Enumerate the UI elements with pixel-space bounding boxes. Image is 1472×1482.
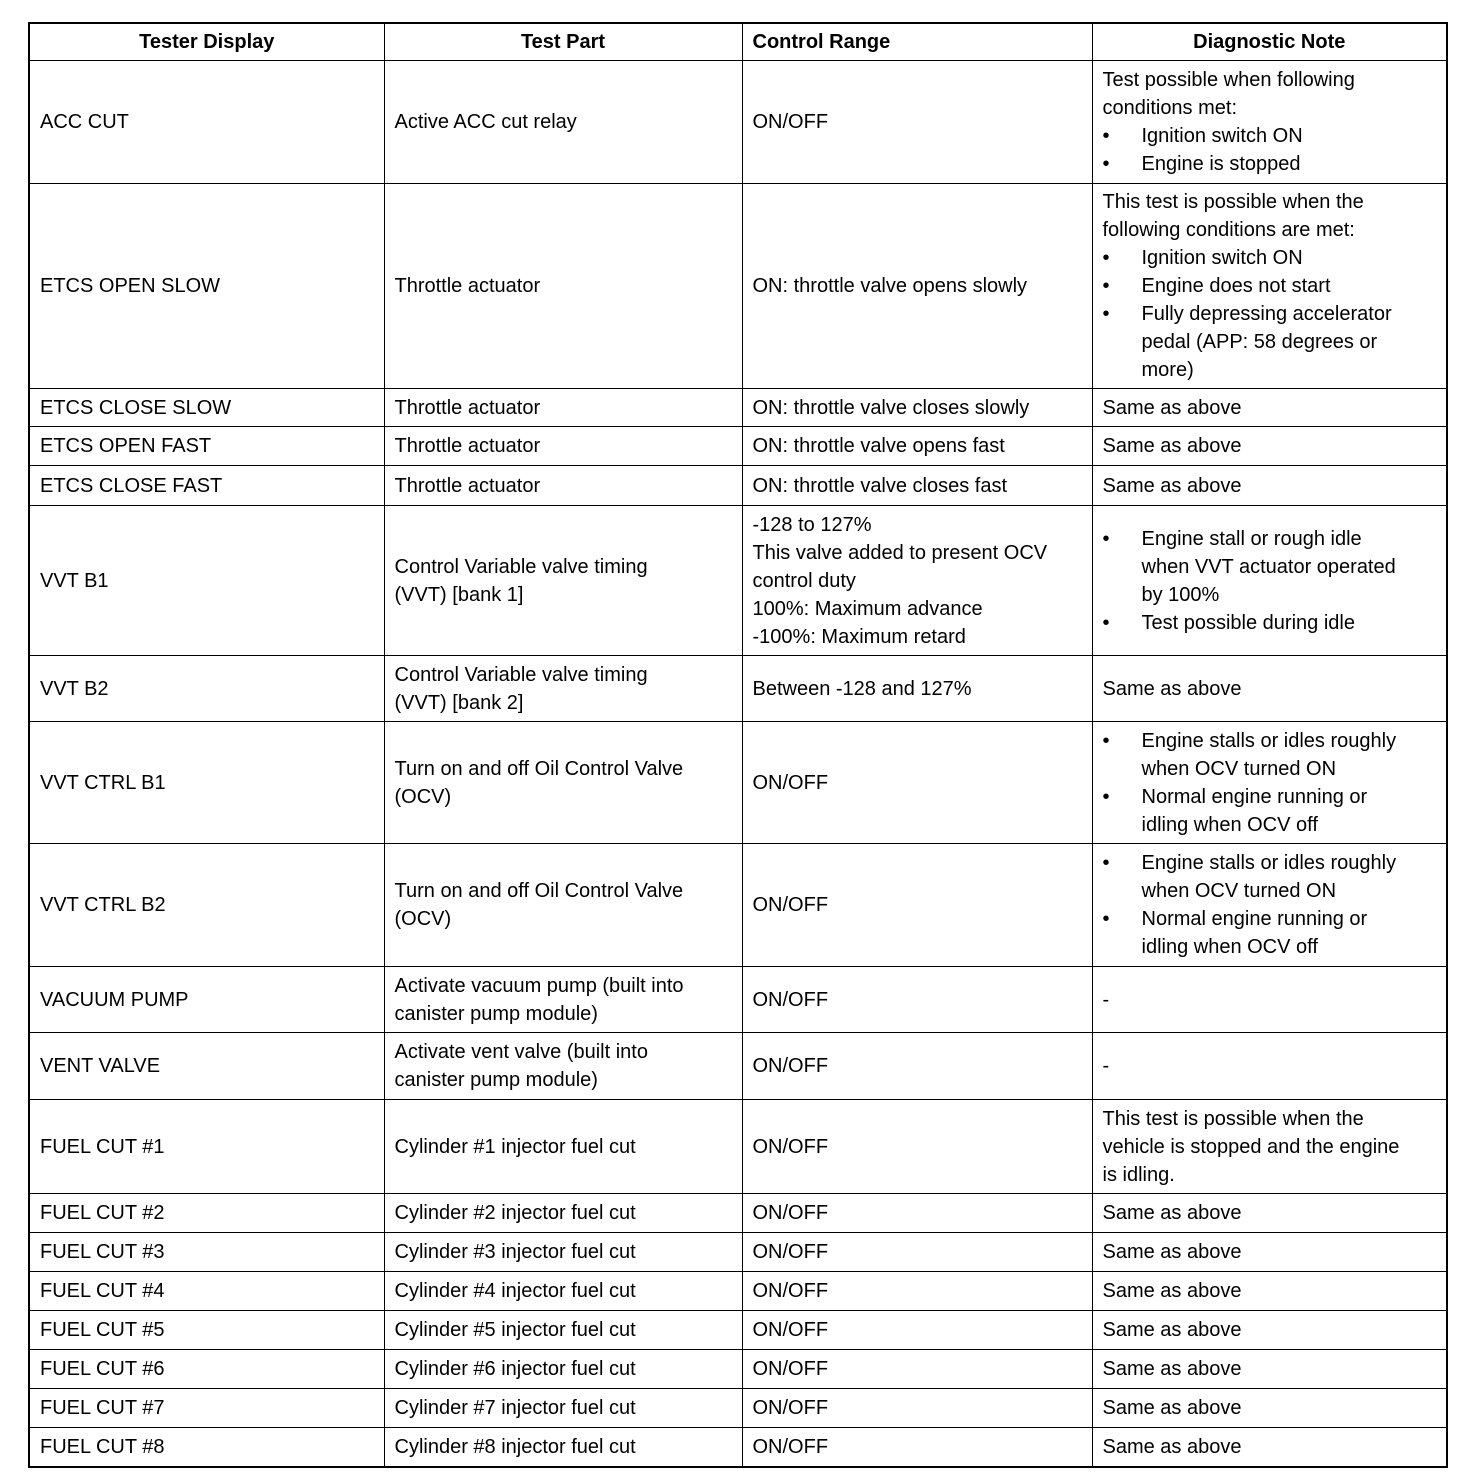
test-part-cell: Cylinder #8 injector fuel cut [384,1428,742,1467]
tester-display-cell: ETCS OPEN FAST [29,427,384,466]
diagnostic-note-cell [1092,1100,1447,1194]
bullet-text: Ignition switch ON [1141,125,1303,147]
tester-display-cell: FUEL CUT #7 [29,1389,384,1428]
note-text: This test is possible when the following conditions are met: [1102,191,1364,241]
diagnostic-note-cell [1092,1389,1447,1428]
note-bullet-item [1103,272,1437,300]
table-row [29,1233,1447,1272]
table-row [29,967,1447,1033]
tester-display-cell: VVT CTRL B2 [29,844,384,967]
bullet-text: Normal engine running or idling when OCV off [1141,785,1368,836]
note-text: Same as above [1102,1319,1242,1341]
test-part-cell: Throttle actuator [384,184,742,389]
test-part-cell: Cylinder #4 injector fuel cut [384,1272,742,1311]
table-row [29,184,1447,389]
bullet-text: Engine stalls or idles roughly when OCV turned ON [1141,852,1397,902]
tester-display-cell: FUEL CUT #5 [29,1311,384,1350]
note-text: This test is possible when the vehicle is stopped and the engine is idling. [1102,1107,1400,1186]
bullet-icon: • [1102,611,1110,634]
test-part-cell: Cylinder #3 injector fuel cut [384,1233,742,1272]
table-row [29,1033,1447,1100]
test-part-cell: Cylinder #1 injector fuel cut [384,1100,742,1194]
bullet-icon: • [1102,908,1110,930]
tester-display-cell: FUEL CUT #2 [29,1194,384,1233]
diagnostic-note-cell [1092,466,1447,506]
note-bullet-list [1103,122,1437,178]
bullet-icon: • [1102,729,1110,752]
note-text: Same as above [1102,1358,1242,1380]
diagnostic-note-cell [1092,1350,1447,1389]
diagnostic-note-cell [1092,61,1447,184]
note-text: - [1102,988,1110,1011]
table-row [29,389,1447,427]
note-text: Same as above [1102,1280,1242,1302]
test-part-cell: Control Variable valve timing (VVT) [bank 1] [384,506,742,656]
diagnostic-note-cell [1092,722,1447,844]
note-text: Same as above [1102,1241,1242,1263]
control-range-cell: ON: throttle valve opens fast [742,427,1092,466]
diagnostic-note-cell [1092,844,1447,967]
table-row [29,1311,1447,1350]
diagnostic-note-cell [1092,184,1447,389]
table-row [29,506,1447,656]
note-bullet-item [1103,849,1437,905]
bullet-text: Fully depressing accelerator pedal (APP: 58 degrees or more) [1141,303,1392,381]
bullet-icon: • [1102,303,1110,325]
tester-display-cell: ETCS CLOSE FAST [29,466,384,506]
bullet-icon: • [1102,153,1110,175]
note-bullet-item [1103,300,1437,384]
note-text: Same as above [1102,474,1242,497]
table-row [29,1272,1447,1311]
note-bullet-list [1103,244,1437,384]
table-row [29,1389,1447,1428]
bullet-icon: • [1102,125,1110,147]
tester-display-cell: VACUUM PUMP [29,967,384,1033]
control-range-cell: ON/OFF [742,1350,1092,1389]
control-range-cell: ON/OFF [742,1194,1092,1233]
test-part-cell: Cylinder #6 injector fuel cut [384,1350,742,1389]
header-row [29,23,1447,61]
note-text: - [1102,1055,1110,1077]
control-range-cell: Between -128 and 127% [742,656,1092,722]
table-row [29,1100,1447,1194]
diagnostic-note-cell [1092,1194,1447,1233]
test-part-cell: Turn on and off Oil Control Valve (OCV) [384,722,742,844]
header-tester-display: Tester Display [29,23,384,61]
test-part-cell: Activate vent valve (built into canister pump module) [384,1033,742,1100]
control-range-cell: ON: throttle valve closes fast [742,466,1092,506]
bullet-text: Engine stall or rough idle when VVT actuator operated by 100% [1141,527,1396,606]
bullet-text: Engine stalls or idles roughly when OCV turned ON [1141,729,1397,780]
control-range-cell: ON: throttle valve closes slowly [742,389,1092,427]
note-bullet-item [1103,525,1437,609]
tester-display-cell: FUEL CUT #1 [29,1100,384,1194]
tester-display-cell: ACC CUT [29,61,384,184]
bullet-text: Test possible during idle [1141,611,1355,634]
diagnostic-note-cell [1092,1311,1447,1350]
test-part-cell: Activate vacuum pump (built into canister pump module) [384,967,742,1033]
bullet-icon: • [1102,247,1110,269]
control-range-cell: -128 to 127% This valve added to present OCV control duty 100%: Maximum advance -100%: Maximum retard [742,506,1092,656]
note-bullet-list [1103,727,1437,839]
control-range-cell: ON/OFF [742,1428,1092,1467]
bullet-text: Engine does not start [1141,275,1331,297]
table-row [29,1350,1447,1389]
bullet-icon: • [1102,275,1110,297]
diagnostic-note-cell [1092,967,1447,1033]
note-bullet-list [1103,525,1437,637]
tester-display-cell: FUEL CUT #8 [29,1428,384,1467]
control-range-cell: ON/OFF [742,844,1092,967]
bullet-icon: • [1102,852,1110,874]
note-text: Same as above [1102,1202,1242,1224]
bullet-icon: • [1102,785,1110,808]
control-range-cell: ON/OFF [742,1100,1092,1194]
tester-display-cell: VVT B2 [29,656,384,722]
test-part-cell: Throttle actuator [384,389,742,427]
note-bullet-item [1103,244,1437,272]
tester-display-cell: ETCS CLOSE SLOW [29,389,384,427]
diagnostic-note-cell [1092,389,1447,427]
note-bullet-item [1103,150,1437,178]
note-text: Same as above [1102,1397,1242,1419]
diagnostic-note-cell [1092,506,1447,656]
control-range-cell: ON/OFF [742,1272,1092,1311]
header-test-part: Test Part [384,23,742,61]
table-row [29,844,1447,967]
table-row [29,1428,1447,1467]
bullet-text: Ignition switch ON [1141,247,1303,269]
header-diagnostic-note: Diagnostic Note [1092,23,1447,61]
diagnostic-note-cell [1092,427,1447,466]
test-part-cell: Cylinder #2 injector fuel cut [384,1194,742,1233]
control-range-cell: ON/OFF [742,1389,1092,1428]
diagnostic-note-cell [1092,656,1447,722]
note-bullet-list [1103,849,1437,961]
diagnostic-note-cell [1092,1428,1447,1467]
bullet-icon: • [1102,527,1110,550]
diagnostic-note-cell [1092,1033,1447,1100]
tester-display-cell: VVT B1 [29,506,384,656]
note-bullet-item [1103,122,1437,150]
diagnostic-note-cell [1092,1272,1447,1311]
note-text: Same as above [1102,396,1242,419]
tester-display-cell: FUEL CUT #3 [29,1233,384,1272]
bullet-text: Normal engine running or idling when OCV off [1141,908,1368,958]
diagnostic-note-cell [1092,1233,1447,1272]
control-range-cell: ON/OFF [742,722,1092,844]
test-part-cell: Control Variable valve timing (VVT) [bank 2] [384,656,742,722]
control-range-cell: ON/OFF [742,967,1092,1033]
tester-display-cell: VVT CTRL B1 [29,722,384,844]
control-range-cell: ON/OFF [742,61,1092,184]
header-control-range: Control Range [742,23,1092,61]
note-text: Same as above [1102,1435,1242,1458]
control-range-cell: ON/OFF [742,1311,1092,1350]
note-text: Test possible when following conditions met: [1102,69,1355,119]
note-bullet-item [1103,783,1437,839]
test-part-cell: Turn on and off Oil Control Valve (OCV) [384,844,742,967]
note-text: Same as above [1102,677,1242,700]
table-row [29,427,1447,466]
control-range-cell: ON/OFF [742,1033,1092,1100]
active-test-table [28,22,1448,1468]
test-part-cell: Throttle actuator [384,427,742,466]
table-row [29,1194,1447,1233]
tester-display-cell: FUEL CUT #4 [29,1272,384,1311]
table-row [29,722,1447,844]
tester-display-cell: FUEL CUT #6 [29,1350,384,1389]
note-bullet-item [1103,727,1437,783]
test-part-cell: Active ACC cut relay [384,61,742,184]
bullet-text: Engine is stopped [1141,153,1301,175]
table-row [29,61,1447,184]
tester-display-cell: ETCS OPEN SLOW [29,184,384,389]
tester-display-cell: VENT VALVE [29,1033,384,1100]
note-text: Same as above [1102,435,1242,457]
note-bullet-item [1103,905,1437,961]
table-row [29,466,1447,506]
test-part-cell: Throttle actuator [384,466,742,506]
control-range-cell: ON/OFF [742,1233,1092,1272]
control-range-cell: ON: throttle valve opens slowly [742,184,1092,389]
test-part-cell: Cylinder #5 injector fuel cut [384,1311,742,1350]
table-row [29,656,1447,722]
note-bullet-item [1103,609,1437,637]
test-part-cell: Cylinder #7 injector fuel cut [384,1389,742,1428]
